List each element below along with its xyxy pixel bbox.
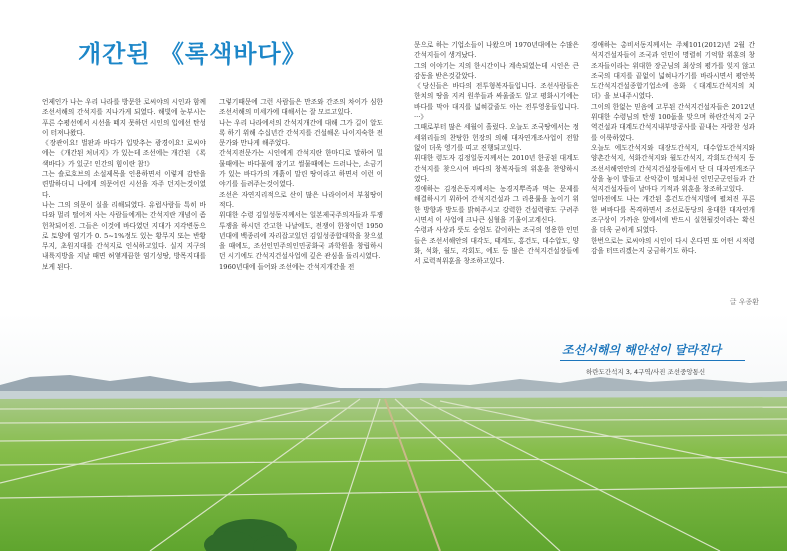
- article-title: 개간된 《록색바다》: [78, 40, 307, 68]
- paragraph: 나는 우리 나라에서의 간석지개간에 대해 그가 길이 알도록 하기 위해 수십년간 간석지를 건설해온 나이지숙한 전문가와 만나게 해주었다.: [219, 118, 383, 148]
- paragraph: 경애하는 총비서동지께서는 주체101(2012)년 2월 간석지건설자들이 조국과 인민이 명렬히 기억할 위훈의 창조자들이라는 위대한 장군님의 최상의 평가를 잊지 않고 조국의 대지를 끝없이 넓혀나가기를 바라시면서 평안북도간석지건설종합기업소에 응화 《대계도간석지의 치더》을 보내주시였다.: [591, 41, 755, 101]
- paragraph: 얼마전에도 나는 개간된 홍건도간석지벌에 펼쳐진 푸른한 벼바다를 목격하면서 조선로동당의 웅대한 대자연개조구상이 가까운 앞에서에 반드시 실현될것이라는 확신을 더욱 굳히게 되였다.: [591, 195, 755, 235]
- author-byline: 글 우종환: [729, 298, 759, 306]
- paragraph: 그렇기때문에 그런 사람들은 만조와 간조의 차이가 심한 조선서해의 미세가에 대해서는 잘 모르고있다.: [219, 98, 383, 117]
- text-column-4: [591, 40, 755, 256]
- paragraph: 조선은 자연지리적으로 산이 많은 나라이어서 부침땅이 적다.: [219, 190, 383, 209]
- paragraph: 그는 숄로호브의 소설제목을 인용하면서 이렇게 감탄을 련발하더니 나에게 의문어린 시선을 자주 던지는것이였다.: [42, 170, 206, 199]
- paragraph: 그때로부터 많은 세월이 흘렀다. 오늘도 조국땅에서는 정세위리들의 찬탕한 헌장의 의해 대자연개조사업이 전할없이 더욱 영기를 띠고 진행되고있다.: [414, 123, 579, 152]
- paragraph: 《장관이요! 벌판과 바다가 입맞추는 광경이요! 로씨야에는 《개간된 처녀지》가 있는데 조선에는 개간된 《록색바다》가 있군! 인간의 힘이란 참!》: [42, 139, 206, 168]
- paragraph: 《당신들은 바다의 전투형복자들입니다. 조선사람들은 한치의 땅을 지켜 원쑤들과 싸울줄도 알고 평화시기에는 바다를 막아 대지를 넓혀갈줄도 아는 전투영웅들입니다. ···》: [414, 82, 579, 122]
- text-column-1: [42, 97, 206, 272]
- paragraph: 경애하는 김정은동지께서는 농경지뿌족과 먹는 문제를 해결하시기 위하여 간석지건설과 그 리용률을 높이기 위한 방향과 방도를 밝혀주시고 강력한 건설력량도 구려주시면서 이 사업에 크나큰 심혈을 기울이고계신다.: [414, 185, 579, 225]
- paragraph: 한번으로는 로씨야의 시인이 다시 온다면 또 어떤 시적령감을 터뜨리겠는지 궁금하기도 하다.: [591, 236, 755, 255]
- paragraph: 1960년대에 들어와 조선에는 간석지개간을 전: [219, 262, 355, 271]
- text-column-2: [219, 97, 383, 272]
- paragraph: 위대한 수령 김일성동지께서는 일본제국주의자들과 투쟁투쟁을 하시던 간고한 나날에도, 전쟁이 한창이던 1950년대에 백종리에 자리잡고있던 김일성종합대학을 찾으셨을 때에도, 조선인민주의인민공화국 과학원을 창립하시던 시기에도 간석지건설사업에 깊은 관심을 돌리시였다.: [219, 211, 383, 261]
- text-column-3: [414, 40, 579, 267]
- photo-caption-credit: 하란도간석지 3, 4구역/사진 조선중앙통신: [586, 368, 706, 376]
- paragraph: 그의 이야기는 지의 한시간이나 계속되였는데 시인은 큰 감동을 받은것같았다.: [414, 61, 579, 80]
- paragraph: 언제인가 나는 우리 나라를 방문한 로씨야의 시인과 함께 조선서해의 간석지를 지나가게 되였다. 해빛에 눈부시는 푸른 수평선에서 시선을 떼지 못하던 시인의 입에선 탄성이 터져나왔다.: [42, 98, 206, 137]
- paragraph: 간석지전문가는 시인에게 간석지란 한마디로 말하여 밀물때에는 바다물에 잠기고 썰물때에는 드러나는, 소금기가 있는 바다가의 개흙이 말린 땅이라고 하면서 이런 이야기를 들려주는것이였다.: [219, 149, 383, 189]
- paragraph: 오늘도 에도간석지와 대장도간석지, 대수압도간석지와 양촌간석지, 석화간석지와 월도간석지, 각회도간석지 등 조선서해연안의 간석지건설장들에서 단 더 대자연개조구상을 놓이 발들고 산악같이 떨쳐나선 인민군군인들과 간석지건설자들이 날마다 기적과 위훈을 창조하고있다.: [591, 143, 755, 194]
- caption-divider: [560, 360, 745, 361]
- paragraph: 나는 그의 의문이 실을 리해되였다. 유럽사람들 특히 바다와 멀리 떨어져 사는 사람들에게는 간석지란 개념이 좀 헌착되어진. 그들은 이것에 바다였던 지대가 지각변동으로 토양에 염기가 0. 5~1%정도 있는 황무지 또는 반황무지, 초원지대를 간석지로 인식하고있다. 실지 지구의 내륙지방을 지날 때면 허옇게끔한 염기성땅, 방목지대를 보게 된다.: [42, 200, 206, 271]
- paragraph: 그이의 한없는 믿음에 고무된 간석지건설자들은 2012년 위대한 수령님의 탄생 100돐을 맞으며 하란간석지 2구역건설과 대계도간석지내부망공사를 끝내는 자랑찬 성과를 이룩하였다.: [591, 102, 755, 142]
- paragraph: 수령과 사상과 뜻도 숭엄도 같이하는 조국의 영용한 인민들은 조선서해안의 대각도, 태계도, 홍건도, 대수압도, 양화, 석화, 월도, 각회도, 에도 등 많은 간석지건설장들에서 로력적위훈을 창조하고있다.: [414, 226, 579, 266]
- photo-caption-title: 조선서해의 해안선이 달라진다: [562, 343, 722, 357]
- paragraph: 문으로 하는 기업소들이 나왔으며 1970년대에는 수많은 간석지들이 생겨났다.: [414, 41, 579, 60]
- paragraph: 위대한 령도자 김정일동지께서는 2010년 한공된 대계도간석지를 찾으시여 바다의 창복자들의 위훈을 찬양하시였다.: [414, 154, 579, 183]
